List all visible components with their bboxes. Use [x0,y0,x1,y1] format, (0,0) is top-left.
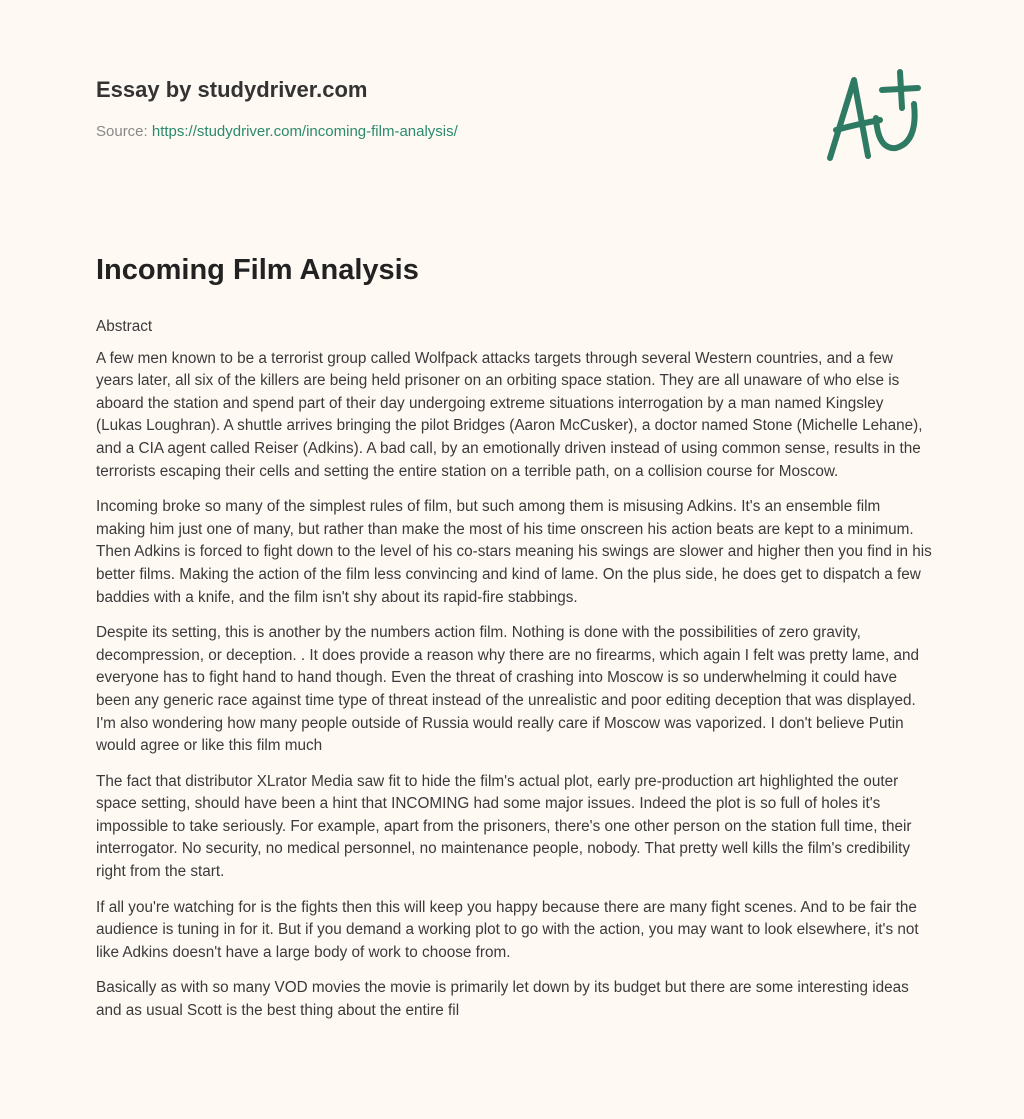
source-line [96,123,458,140]
essay-paragraph: Basically as with so many VOD movies the movie is primarily let down by its budget but there are some interesting ideas and as usual Scott is the best thing about the entire fil [96,979,909,1020]
essay-paragraph: Despite its setting, this is another by the numbers action film. Nothing is done with the possibilities of zero gravity, decompression, or deception. . It does provide a reason why there are no firearms, which again I felt was pretty lame, and everyone has to fight hand to hand though. Even the threat of crashing into Moscow is so underwhelming it could have been any generic race against time type of threat instead of the unrealistic and poor editing deception that was displayed. I'm also wondering how many people outside of Russia would really care if Moscow was vaporized. I don't believe Putin would agree or like this film much [96,624,920,755]
essay-paragraph: The fact that distributor XLrator Media saw fit to hide the film's actual plot, early pre-production art highlighted the outer space setting, should have been a hint that INCOMING had some major issues. Indeed the plot is so full of holes it's impossible to take seriously. For example, apart from the prisoners, there's one other person on the station full time, their interrogator. No security, no medical personnel, no maintenance people, nobody. That pretty well kills the film's credibility right from the start. [96,772,912,881]
source-label: Source: [96,123,148,140]
essay-paragraph: A few men known to be a terrorist group called Wolfpack attacks targets through several Western countries, and a few years later, all six of the killers are being held prisoner on an orbiting space station. They are all unaware of who else is aboard the station and spend part of their day undergoing extreme situations interrogation by a man named Kingsley (Lukas Loughran). A shuttle arrives bringing the pilot Bridges (Aaron McCusker), a doctor named Stone (Michelle Lehane), and a CIA agent called Reiser (Adkins). A bad call, by an emotionally driven instead of using common sense, results in the terrorists escaping their cells and setting the entire station on a terrible path, on a collision course for Moscow. [96,349,923,480]
source-link[interactable]: https://studydriver.com/incoming-film-analysis/ [151,123,458,140]
site-brand: Essay by studydriver.com [96,77,368,102]
a-plus-logo-icon [818,68,928,164]
essay-body [96,316,932,1036]
essay-paragraph: If all you're watching for is the fights then this will keep you happy because there are many fight scenes. And to be fair the audience is tuning in for it. But if you demand a working plot to go with the action, you may want to look elsewhere, it's not like Adkins doesn't have a large body of work to choose from. [96,898,919,961]
essay-paragraph: Incoming broke so many of the simplest rules of film, but such among them is misusing Adkins. It's an ensemble film making him just one of many, but rather than make the most of his time onscreen his action beats are kept to a minimum. Then Adkins is forced to fight down to the level of his co-stars meaning his swings are slower and higher then you find in his better films. Making the action of the film less convincing and kind of lame. On the plus side, he does get to dispatch a few baddies with a knife, and the film isn't shy about its rapid-fire stabbings. [96,498,932,606]
abstract-label: Abstract [96,318,153,335]
essay-title: Incoming Film Analysis [96,254,419,286]
